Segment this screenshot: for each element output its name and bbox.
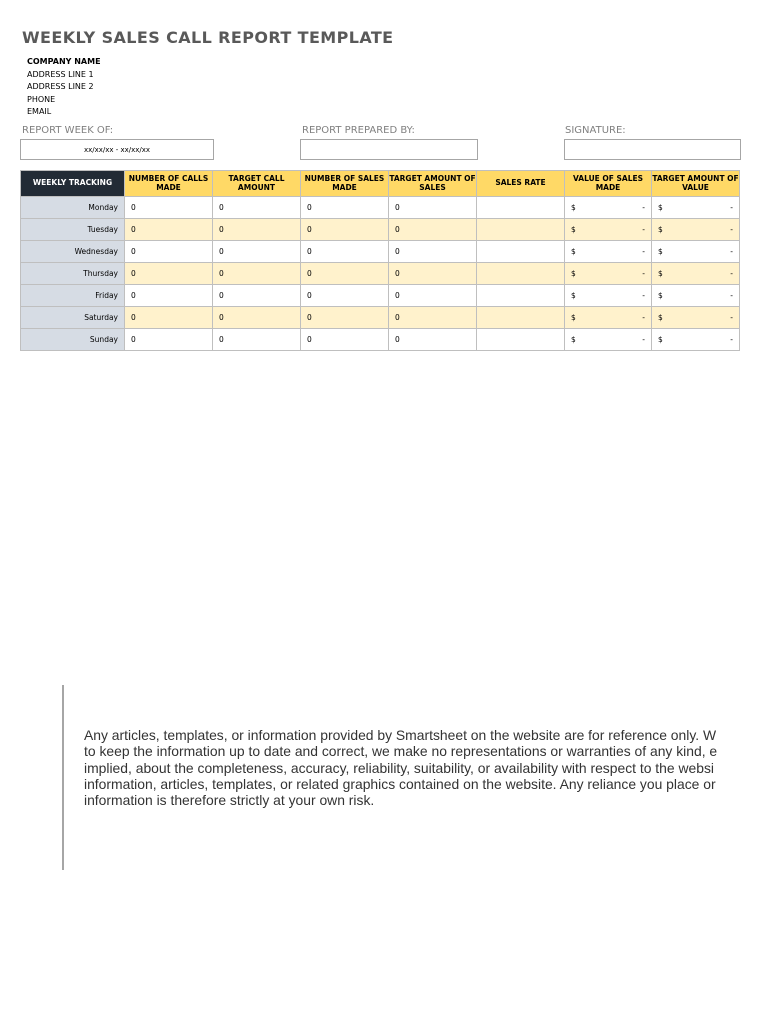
target-value-cell[interactable] — [652, 285, 740, 307]
day-cell: Friday — [21, 285, 125, 307]
header-calls-made: NUMBER OF CALLS MADE — [125, 171, 213, 197]
target-value-cell[interactable] — [652, 197, 740, 219]
table-row — [21, 285, 740, 307]
header-sales-made: NUMBER OF SALES MADE — [301, 171, 389, 197]
value-sales-cell[interactable] — [565, 263, 652, 285]
day-cell: Wednesday — [21, 241, 125, 263]
disclaimer-divider — [62, 685, 64, 870]
currency-value: - — [642, 291, 645, 300]
currency-symbol: $ — [571, 335, 576, 344]
table-row — [21, 241, 740, 263]
calls-made-cell[interactable]: 0 — [125, 241, 213, 263]
target-value-cell[interactable] — [652, 329, 740, 351]
report-week-field[interactable]: xx/xx/xx - xx/xx/xx — [20, 139, 214, 160]
sales-made-cell[interactable]: 0 — [301, 329, 389, 351]
currency-value: - — [730, 291, 733, 300]
target-value-cell[interactable] — [652, 307, 740, 329]
currency-value: - — [642, 203, 645, 212]
header-target-call-amount: TARGET CALL AMOUNT — [213, 171, 301, 197]
value-sales-cell[interactable] — [565, 241, 652, 263]
currency-symbol: $ — [571, 313, 576, 322]
currency-value: - — [730, 335, 733, 344]
target-calls-cell[interactable]: 0 — [213, 263, 301, 285]
sales-made-cell[interactable]: 0 — [301, 307, 389, 329]
currency-value: - — [642, 225, 645, 234]
currency-value: - — [642, 313, 645, 322]
signature-field[interactable] — [564, 139, 741, 160]
currency-symbol: $ — [658, 203, 663, 212]
email: EMAIL — [27, 107, 52, 117]
calls-made-cell[interactable]: 0 — [125, 197, 213, 219]
page-title: WEEKLY SALES CALL REPORT TEMPLATE — [22, 28, 394, 47]
company-block — [27, 56, 101, 119]
target-sales-cell[interactable]: 0 — [389, 263, 477, 285]
value-sales-cell[interactable] — [565, 285, 652, 307]
currency-value: - — [642, 247, 645, 256]
target-calls-cell[interactable]: 0 — [213, 307, 301, 329]
currency-symbol: $ — [658, 291, 663, 300]
currency-symbol: $ — [571, 203, 576, 212]
target-calls-cell[interactable]: 0 — [213, 241, 301, 263]
address-line-1: ADDRESS LINE 1 — [27, 69, 94, 79]
report-week-label: REPORT WEEK OF: — [22, 125, 114, 136]
calls-made-cell[interactable]: 0 — [125, 329, 213, 351]
currency-symbol: $ — [571, 225, 576, 234]
sales-made-cell[interactable]: 0 — [301, 241, 389, 263]
value-sales-cell[interactable] — [565, 219, 652, 241]
currency-value: - — [730, 269, 733, 278]
prepared-by-field[interactable] — [300, 139, 478, 160]
prepared-by-label: REPORT PREPARED BY: — [302, 125, 415, 136]
currency-symbol: $ — [658, 225, 663, 234]
sales-rate-cell[interactable] — [477, 329, 565, 351]
sales-made-cell[interactable]: 0 — [301, 263, 389, 285]
header-weekly-tracking: WEEKLY TRACKING — [21, 171, 125, 197]
target-value-cell[interactable] — [652, 263, 740, 285]
table-row — [21, 307, 740, 329]
target-sales-cell[interactable]: 0 — [389, 307, 477, 329]
day-cell: Saturday — [21, 307, 125, 329]
target-sales-cell[interactable]: 0 — [389, 241, 477, 263]
target-calls-cell[interactable]: 0 — [213, 285, 301, 307]
address-line-2: ADDRESS LINE 2 — [27, 82, 94, 92]
target-sales-cell[interactable]: 0 — [389, 329, 477, 351]
currency-value: - — [730, 225, 733, 234]
value-sales-cell[interactable] — [565, 197, 652, 219]
target-value-cell[interactable] — [652, 219, 740, 241]
currency-symbol: $ — [658, 313, 663, 322]
phone: PHONE — [27, 94, 56, 104]
day-cell: Sunday — [21, 329, 125, 351]
company-name: COMPANY NAME — [27, 57, 101, 66]
target-calls-cell[interactable]: 0 — [213, 329, 301, 351]
currency-symbol: $ — [571, 291, 576, 300]
sales-made-cell[interactable]: 0 — [301, 219, 389, 241]
value-sales-cell[interactable] — [565, 307, 652, 329]
table-row — [21, 263, 740, 285]
sales-rate-cell[interactable] — [477, 285, 565, 307]
header-sales-rate: SALES RATE — [477, 171, 565, 197]
table-row — [21, 329, 740, 351]
day-cell: Tuesday — [21, 219, 125, 241]
currency-value: - — [642, 269, 645, 278]
sales-rate-cell[interactable] — [477, 241, 565, 263]
target-calls-cell[interactable]: 0 — [213, 197, 301, 219]
day-cell: Monday — [21, 197, 125, 219]
header-target-sales: TARGET AMOUNT OF SALES — [389, 171, 477, 197]
sales-made-cell[interactable]: 0 — [301, 285, 389, 307]
target-sales-cell[interactable]: 0 — [389, 219, 477, 241]
table-row — [21, 197, 740, 219]
signature-label: SIGNATURE: — [565, 125, 626, 136]
sales-made-cell[interactable]: 0 — [301, 197, 389, 219]
sales-rate-cell[interactable] — [477, 197, 565, 219]
table-header-row — [21, 171, 740, 197]
target-sales-cell[interactable]: 0 — [389, 197, 477, 219]
disclaimer-text: Any articles, templates, or information provided by Smartsheet on the website are for reference only. W to keep the information up to date and correct, we make no representations or warranties of any kind, e implied, about the completeness, accuracy, reliability, suitability, or availability with respect to the websi information, articles, templates, or related graphics contained on the website. Any reliance you place or information is therefore strictly at your own risk. — [84, 727, 718, 809]
currency-symbol: $ — [658, 247, 663, 256]
table-row — [21, 219, 740, 241]
target-value-cell[interactable] — [652, 241, 740, 263]
calls-made-cell[interactable]: 0 — [125, 219, 213, 241]
value-sales-cell[interactable] — [565, 329, 652, 351]
currency-symbol: $ — [571, 247, 576, 256]
currency-value: - — [730, 247, 733, 256]
currency-value: - — [642, 335, 645, 344]
currency-symbol: $ — [571, 269, 576, 278]
weekly-tracking-table — [20, 170, 740, 351]
calls-made-cell[interactable]: 0 — [125, 285, 213, 307]
sales-rate-cell[interactable] — [477, 307, 565, 329]
header-target-value: TARGET AMOUNT OF VALUE — [652, 171, 740, 197]
currency-value: - — [730, 313, 733, 322]
sales-rate-cell[interactable] — [477, 263, 565, 285]
target-calls-cell[interactable]: 0 — [213, 219, 301, 241]
day-cell: Thursday — [21, 263, 125, 285]
calls-made-cell[interactable]: 0 — [125, 263, 213, 285]
calls-made-cell[interactable]: 0 — [125, 307, 213, 329]
currency-symbol: $ — [658, 269, 663, 278]
header-value-sales-made: VALUE OF SALES MADE — [565, 171, 652, 197]
target-sales-cell[interactable]: 0 — [389, 285, 477, 307]
currency-symbol: $ — [658, 335, 663, 344]
currency-value: - — [730, 203, 733, 212]
sales-rate-cell[interactable] — [477, 219, 565, 241]
